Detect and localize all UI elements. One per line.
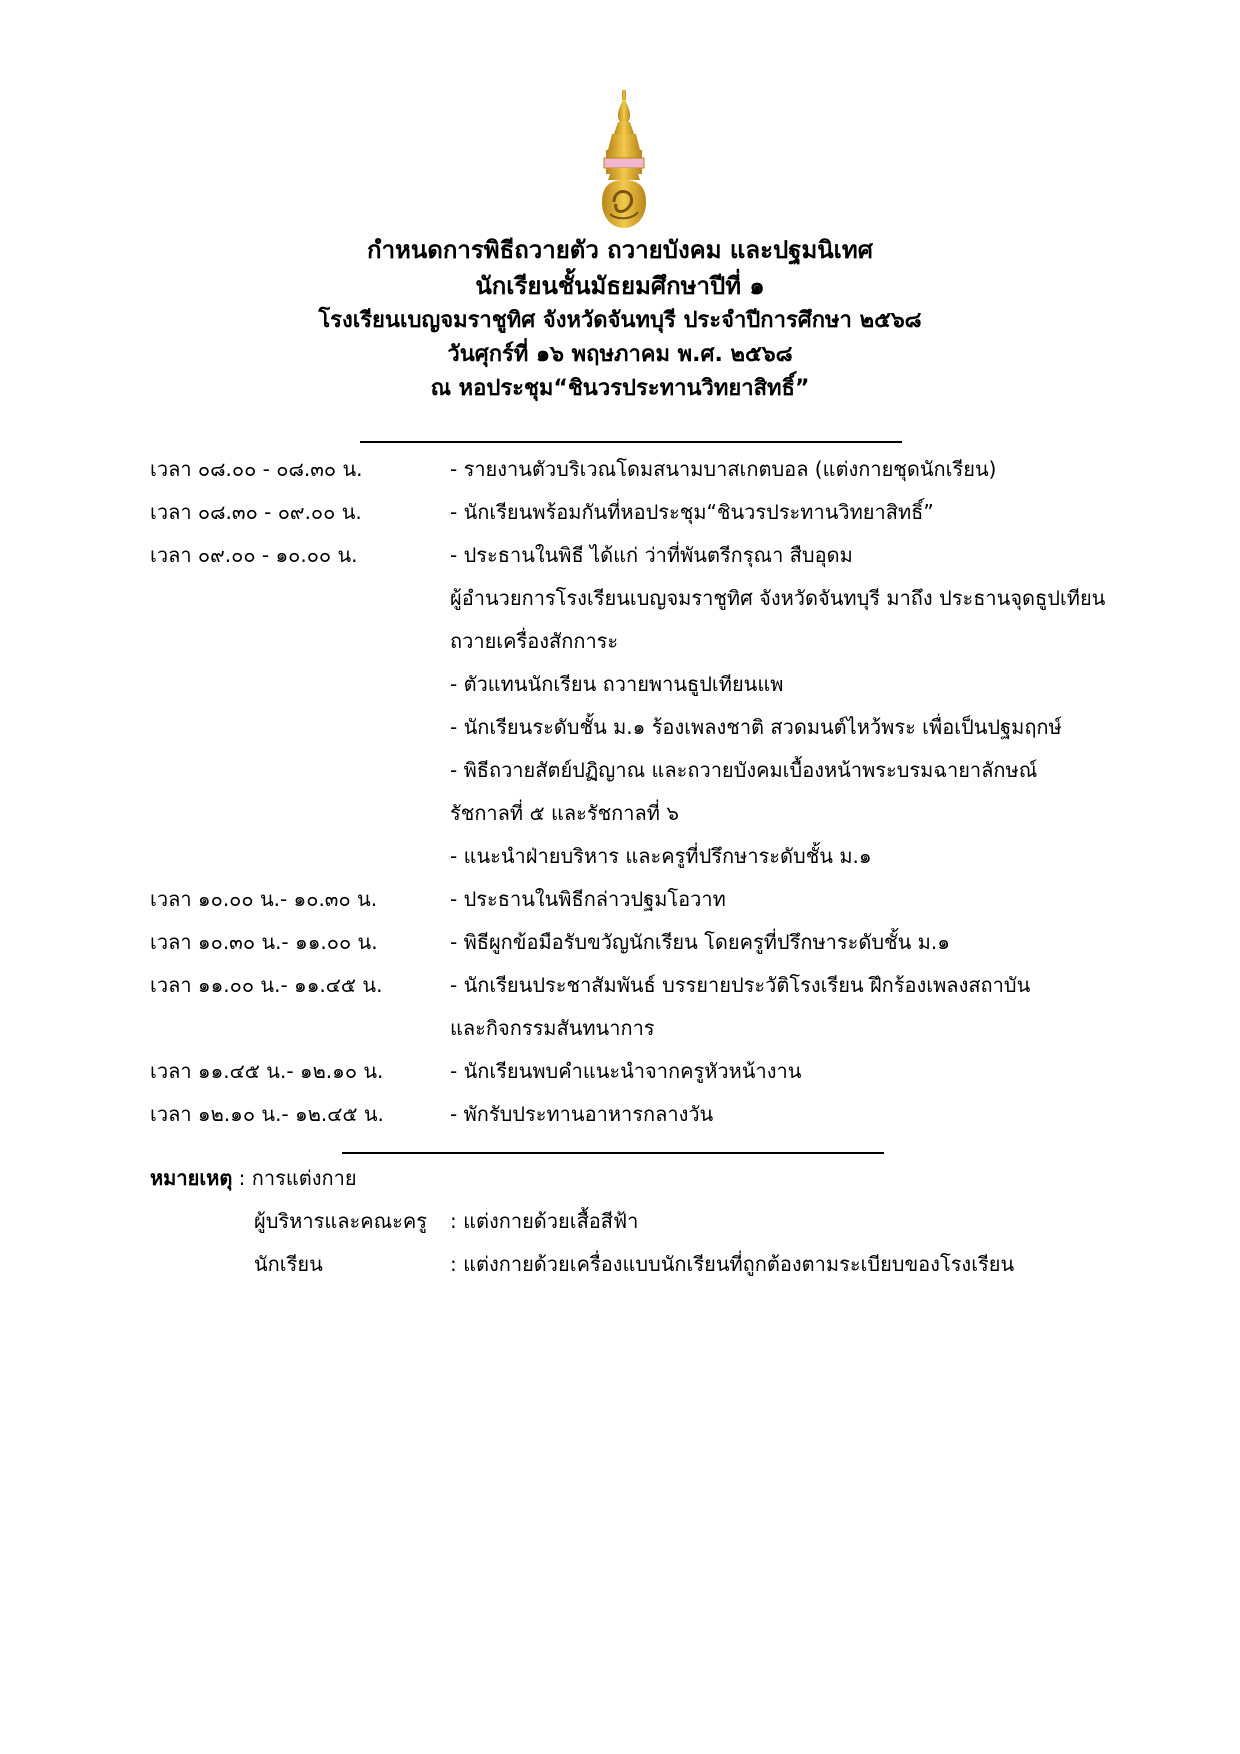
attire-group: ผู้บริหารและคณะครู [254, 1209, 427, 1233]
footer-divider [342, 1152, 884, 1154]
school-emblem-icon [596, 90, 652, 230]
schedule-row [150, 491, 1140, 534]
schedule-time: เวลา ๐๘.๐๐ - ๐๘.๓๐ น. [150, 457, 363, 481]
schedule-activity: ถวายเครื่องสักการะ [450, 629, 619, 653]
schedule-row [150, 1093, 1140, 1136]
schedule-row [150, 964, 1140, 1050]
attire-row [150, 1243, 1140, 1286]
document-header [0, 232, 1240, 406]
schedule-activity: ผู้อำนวยการโรงเรียนเบญจมราชูทิศ จังหวัดจันทบุรี มาถึง ประธานจุดธูปเทียน [450, 586, 1106, 610]
schedule-activity: - นักเรียนประชาสัมพันธ์ บรรยายประวัติโรงเรียน ฝึกร้องเพลงสถาบัน [450, 973, 1031, 997]
venue-line: ณ หอประชุม“ชินวรประทานวิทยาสิทธิ์” [430, 376, 810, 401]
grade-level-line: นักเรียนชั้นมัธยมศึกษาปีที่ ๑ [475, 272, 765, 300]
schedule-activity: - รายงานตัวบริเวณโดมสนามบาสเกตบอล (แต่งกายชุดนักเรียน) [450, 457, 997, 481]
attire-description: : แต่งกายด้วยเครื่องแบบนักเรียนที่ถูกต้องตามระเบียบของโรงเรียน [450, 1252, 1015, 1276]
schedule-activity: รัชกาลที่ ๕ และรัชกาลที่ ๖ [450, 801, 679, 825]
schedule-activity: - ประธานในพิธีกล่าวปฐมโอวาท [450, 887, 726, 911]
note-heading [150, 1156, 1140, 1200]
schedule-activity: - พิธีผูกข้อมือรับขวัญนักเรียน โดยครูที่ปรึกษาระดับชั้น ม.๑ [450, 930, 950, 954]
document-title: กำหนดการพิธีถวายตัว ถวายบังคม และปฐมนิเทศ [367, 236, 873, 264]
schedule-activity: - ตัวแทนนักเรียน ถวายพานธูปเทียนแพ [450, 672, 784, 696]
schedule-row [150, 1050, 1140, 1093]
school-line: โรงเรียนเบญจมราชูทิศ จังหวัดจันทบุรี ประจำปีการศึกษา ๒๕๖๘ [318, 308, 922, 333]
schedule-row [150, 448, 1140, 491]
schedule-time: เวลา ๐๘.๓๐ - ๐๙.๐๐ น. [150, 500, 362, 524]
notes-section [150, 1156, 1140, 1286]
schedule-time: เวลา ๐๙.๐๐ - ๑๐.๐๐ น. [150, 543, 358, 567]
attire-group: นักเรียน [254, 1252, 323, 1276]
schedule-activity: - พิธีถวายสัตย์ปฏิญาณ และถวายบังคมเบื้องหน้าพระบรมฉายาลักษณ์ [450, 758, 1038, 782]
note-text: : การแต่งกาย [232, 1166, 357, 1190]
schedule-activity: - นักเรียนพบคำแนะนำจากครูหัวหน้างาน [450, 1059, 802, 1083]
schedule-activity: และกิจกรรมสันทนาการ [450, 1016, 655, 1040]
schedule-activity: - นักเรียนระดับชั้น ม.๑ ร้องเพลงชาติ สวดมนต์ไหว้พระ เพื่อเป็นปฐมฤกษ์ [450, 715, 1062, 739]
schedule-time: เวลา ๑๒.๑๐ น.- ๑๒.๔๕ น. [150, 1102, 384, 1126]
note-label: หมายเหตุ [150, 1166, 233, 1190]
schedule-list [150, 448, 1140, 1136]
schedule-row [150, 921, 1140, 964]
date-line: วันศุกร์ที่ ๑๖ พฤษภาคม พ.ศ. ๒๕๖๘ [447, 342, 793, 367]
schedule-row [150, 878, 1140, 921]
schedule-time: เวลา ๑๑.๔๕ น.- ๑๒.๑๐ น. [150, 1059, 384, 1083]
schedule-row [150, 534, 1140, 878]
header-divider [360, 441, 902, 443]
schedule-time: เวลา ๑๑.๐๐ น.- ๑๑.๔๕ น. [150, 973, 383, 997]
schedule-time: เวลา ๑๐.๓๐ น.- ๑๑.๐๐ น. [150, 930, 378, 954]
schedule-activity: - ประธานในพิธี ได้แก่ ว่าที่พันตรีกรุณา สืบอุดม [450, 543, 853, 567]
schedule-activity: - นักเรียนพร้อมกันที่หอประชุม“ชินวรประทานวิทยาสิทธิ์” [450, 500, 934, 524]
schedule-activity: - แนะนำฝ่ายบริหาร และครูที่ปรึกษาระดับชั้น ม.๑ [450, 844, 872, 868]
schedule-time: เวลา ๑๐.๐๐ น.- ๑๐.๓๐ น. [150, 887, 378, 911]
attire-row [150, 1200, 1140, 1243]
schedule-activity: - พักรับประทานอาหารกลางวัน [450, 1102, 714, 1126]
attire-description: : แต่งกายด้วยเสื้อสีฟ้า [450, 1209, 639, 1233]
